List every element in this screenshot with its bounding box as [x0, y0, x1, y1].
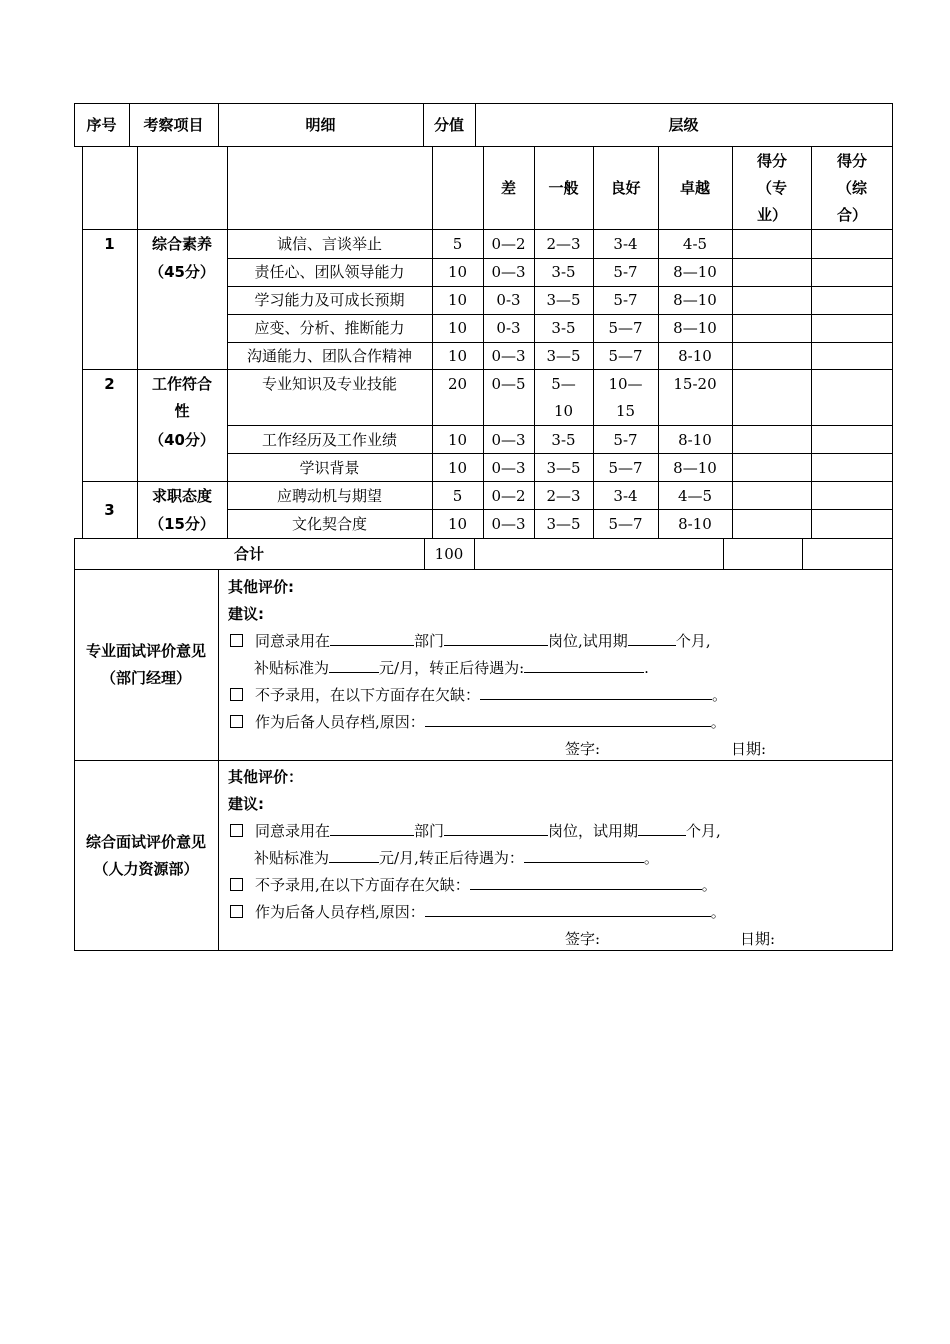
eval-pro-title: 专业面试评价意见（部门经理）	[85, 642, 206, 687]
blank-subsidy[interactable]	[329, 658, 379, 673]
group-3-seq: 3	[104, 500, 115, 519]
row-level-good: 3-4	[613, 487, 638, 505]
group-1-weight: （45分）	[149, 262, 215, 281]
level-good: 良好	[610, 178, 641, 197]
header-level: 层级	[668, 115, 699, 134]
checkbox[interactable]	[230, 688, 243, 701]
row-level-poor: 0-3	[496, 291, 521, 309]
row-score: 10	[447, 431, 468, 449]
blank-position[interactable]	[444, 821, 548, 836]
blank-reason[interactable]	[425, 902, 711, 917]
group-2-name: 工作符合性	[151, 375, 212, 420]
group-3-name: 求职态度	[151, 486, 212, 505]
header-score: 分值	[433, 115, 464, 134]
level-excellent: 卓越	[679, 178, 710, 197]
row-score: 5	[452, 235, 463, 253]
row-level-excellent: 8-10	[678, 431, 712, 449]
header-seq: 序号	[86, 115, 117, 134]
eval-pro-option-reserve: 作为后备人员存档,原因： 。	[230, 712, 726, 732]
row-score-comp-cell[interactable]	[811, 371, 892, 426]
row-level-poor: 0—3	[491, 515, 526, 533]
blank-probation[interactable]	[628, 631, 676, 646]
row-level-poor: 0—2	[491, 235, 526, 253]
row-level-poor: 0—3	[491, 431, 526, 449]
row-level-fair: 3—5	[546, 291, 581, 309]
row-level-fair: 3—5	[546, 459, 581, 477]
row-level-fair: 3-5	[551, 431, 576, 449]
row-score: 10	[447, 319, 468, 337]
row-score-pro-cell[interactable]	[732, 371, 811, 426]
row-score-comp-cell[interactable]	[811, 287, 892, 314]
row-score: 10	[447, 459, 468, 477]
eval-pro-sign-label: 签字:	[565, 740, 601, 758]
row-level-good: 5—7	[608, 459, 643, 477]
row-level-fair: 3—5	[546, 346, 581, 365]
row-score-comp-cell[interactable]	[811, 343, 892, 369]
level-fair: 一般	[548, 178, 579, 197]
row-score-comp-cell[interactable]	[811, 427, 892, 454]
row-score-pro-cell[interactable]	[732, 483, 811, 510]
row-level-excellent: 15-20	[673, 375, 717, 393]
row-level-fair: 5—10	[551, 375, 576, 420]
eval-comp-other-label: 其他评价：	[228, 768, 304, 786]
total-label: 合计	[233, 544, 264, 563]
eval-pro-other-label: 其他评价:	[228, 578, 294, 596]
row-level-good: 5—7	[608, 319, 643, 337]
row-level-fair: 3-5	[551, 319, 576, 337]
row-detail: 学识背景	[299, 459, 360, 477]
eval-pro-subsidy-line: 补贴标准为 元/月，转正后待遇为: .	[254, 659, 649, 677]
eval-comp-subsidy-line: 补贴标准为 元/月,转正后待遇为： 。	[254, 849, 659, 867]
blank-subsidy[interactable]	[329, 848, 379, 863]
row-score-pro-cell[interactable]	[732, 259, 811, 286]
row-level-good: 5-7	[613, 291, 638, 309]
row-score-comp-cell[interactable]	[811, 455, 892, 482]
row-score: 10	[447, 346, 468, 365]
blank-position[interactable]	[444, 631, 548, 646]
blank-department[interactable]	[330, 631, 414, 646]
eval-comp-sign-label: 签字:	[565, 930, 601, 948]
eval-comp-suggest-label: 建议:	[228, 795, 264, 813]
row-level-poor: 0—3	[491, 346, 526, 365]
blank-department[interactable]	[330, 821, 414, 836]
eval-comp-option-reject: 不予录用,在以下方面存在欠缺： 。	[230, 875, 717, 895]
checkbox[interactable]	[230, 824, 243, 837]
row-score-comp-cell[interactable]	[811, 511, 892, 538]
row-level-fair: 2—3	[546, 235, 581, 253]
row-level-excellent: 8-10	[678, 515, 712, 533]
row-detail: 工作经历及工作业绩	[261, 431, 397, 449]
row-detail: 学习能力及可成长预期	[254, 291, 405, 309]
row-detail: 应聘动机与期望	[276, 487, 382, 505]
row-level-excellent: 4-5	[682, 235, 708, 253]
total-value: 100	[434, 544, 464, 563]
row-score-comp-cell[interactable]	[811, 483, 892, 510]
row-level-good: 3-4	[613, 235, 638, 253]
row-score: 20	[447, 375, 468, 393]
row-score-pro-cell[interactable]	[732, 231, 811, 258]
row-level-fair: 3—5	[546, 515, 581, 533]
row-detail: 责任心、团队领导能力	[254, 263, 405, 281]
row-detail: 应变、分析、推断能力	[254, 319, 405, 337]
group-3-weight: （15分）	[149, 514, 215, 533]
row-detail: 诚信、言谈举止	[276, 235, 382, 253]
eval-comp-option-reserve: 作为后备人员存档,原因： 。	[230, 902, 726, 922]
header-item: 考察项目	[143, 115, 204, 134]
row-score: 10	[447, 291, 468, 309]
row-level-excellent: 4—5	[677, 487, 713, 505]
row-level-fair: 2—3	[546, 487, 581, 505]
eval-comp-date-label: 日期:	[740, 930, 776, 948]
eval-pro-option-hire: 同意录用在 部门 岗位,试用期 个月,	[230, 631, 711, 651]
eval-comp-title: 综合面试评价意见（人力资源部）	[85, 832, 206, 878]
row-score-comp-cell[interactable]	[811, 259, 892, 286]
row-level-good: 5—7	[608, 346, 643, 365]
eval-pro-date-label: 日期:	[731, 740, 767, 758]
blank-probation[interactable]	[638, 821, 686, 836]
row-level-excellent: 8—10	[673, 459, 717, 477]
row-score-pro-cell[interactable]	[732, 343, 811, 369]
row-level-good: 5-7	[613, 431, 638, 449]
eval-pro-suggest-label: 建议:	[228, 605, 264, 623]
row-level-excellent: 8—10	[673, 319, 717, 337]
header-detail: 明细	[305, 115, 336, 134]
row-level-excellent: 8—10	[673, 291, 717, 309]
row-level-excellent: 8-10	[678, 346, 712, 365]
row-score-pro-cell[interactable]	[732, 511, 811, 538]
group-1-name: 综合素养	[151, 234, 212, 253]
row-level-poor: 0—2	[491, 487, 526, 505]
row-level-good: 10—15	[608, 375, 643, 420]
row-level-excellent: 8—10	[673, 263, 717, 281]
row-level-poor: 0—3	[491, 459, 526, 477]
total-score-pro-cell[interactable]	[723, 539, 802, 569]
row-level-poor: 0—3	[491, 263, 526, 281]
blank-salary[interactable]	[524, 848, 644, 863]
row-score: 5	[452, 487, 463, 505]
group-1-seq: 1	[104, 234, 115, 253]
row-level-good: 5-7	[613, 263, 638, 281]
row-level-fair: 3-5	[551, 263, 576, 281]
blank-reason[interactable]	[425, 712, 711, 727]
row-detail: 沟通能力、团队合作精神	[246, 346, 412, 365]
row-score-pro-cell[interactable]	[732, 455, 811, 482]
level-poor: 差	[500, 178, 516, 197]
group-2-weight: （40分）	[149, 430, 215, 449]
eval-pro-option-reject: 不予录用，在以下方面存在欠缺： 。	[230, 685, 727, 705]
row-level-poor: 0—5	[491, 375, 526, 393]
row-score-pro-cell[interactable]	[732, 315, 811, 342]
row-score: 10	[447, 515, 468, 533]
header-score-pro: 得分（专业）	[756, 151, 787, 224]
checkbox[interactable]	[230, 905, 243, 918]
checkbox[interactable]	[230, 715, 243, 728]
row-score-comp-cell[interactable]	[811, 231, 892, 258]
row-level-good: 5—7	[608, 515, 643, 533]
eval-comp-option-hire: 同意录用在 部门 岗位，试用期 个月,	[230, 821, 721, 841]
row-detail: 文化契合度	[291, 515, 367, 533]
header-score-comp: 得分（综合）	[836, 151, 867, 224]
blank-deficiency[interactable]	[480, 685, 712, 700]
checkbox[interactable]	[230, 634, 243, 647]
total-level-cell[interactable]	[474, 539, 723, 569]
checkbox[interactable]	[230, 878, 243, 891]
blank-salary[interactable]	[524, 658, 644, 673]
blank-deficiency[interactable]	[470, 875, 702, 890]
row-score-pro-cell[interactable]	[732, 427, 811, 454]
total-score-comp-cell[interactable]	[802, 539, 892, 569]
row-score-pro-cell[interactable]	[732, 287, 811, 314]
group-2-seq: 2	[104, 374, 115, 393]
row-score: 10	[447, 263, 468, 281]
row-score-comp-cell[interactable]	[811, 315, 892, 342]
row-detail: 专业知识及专业技能	[261, 375, 397, 393]
row-level-poor: 0-3	[496, 319, 521, 337]
